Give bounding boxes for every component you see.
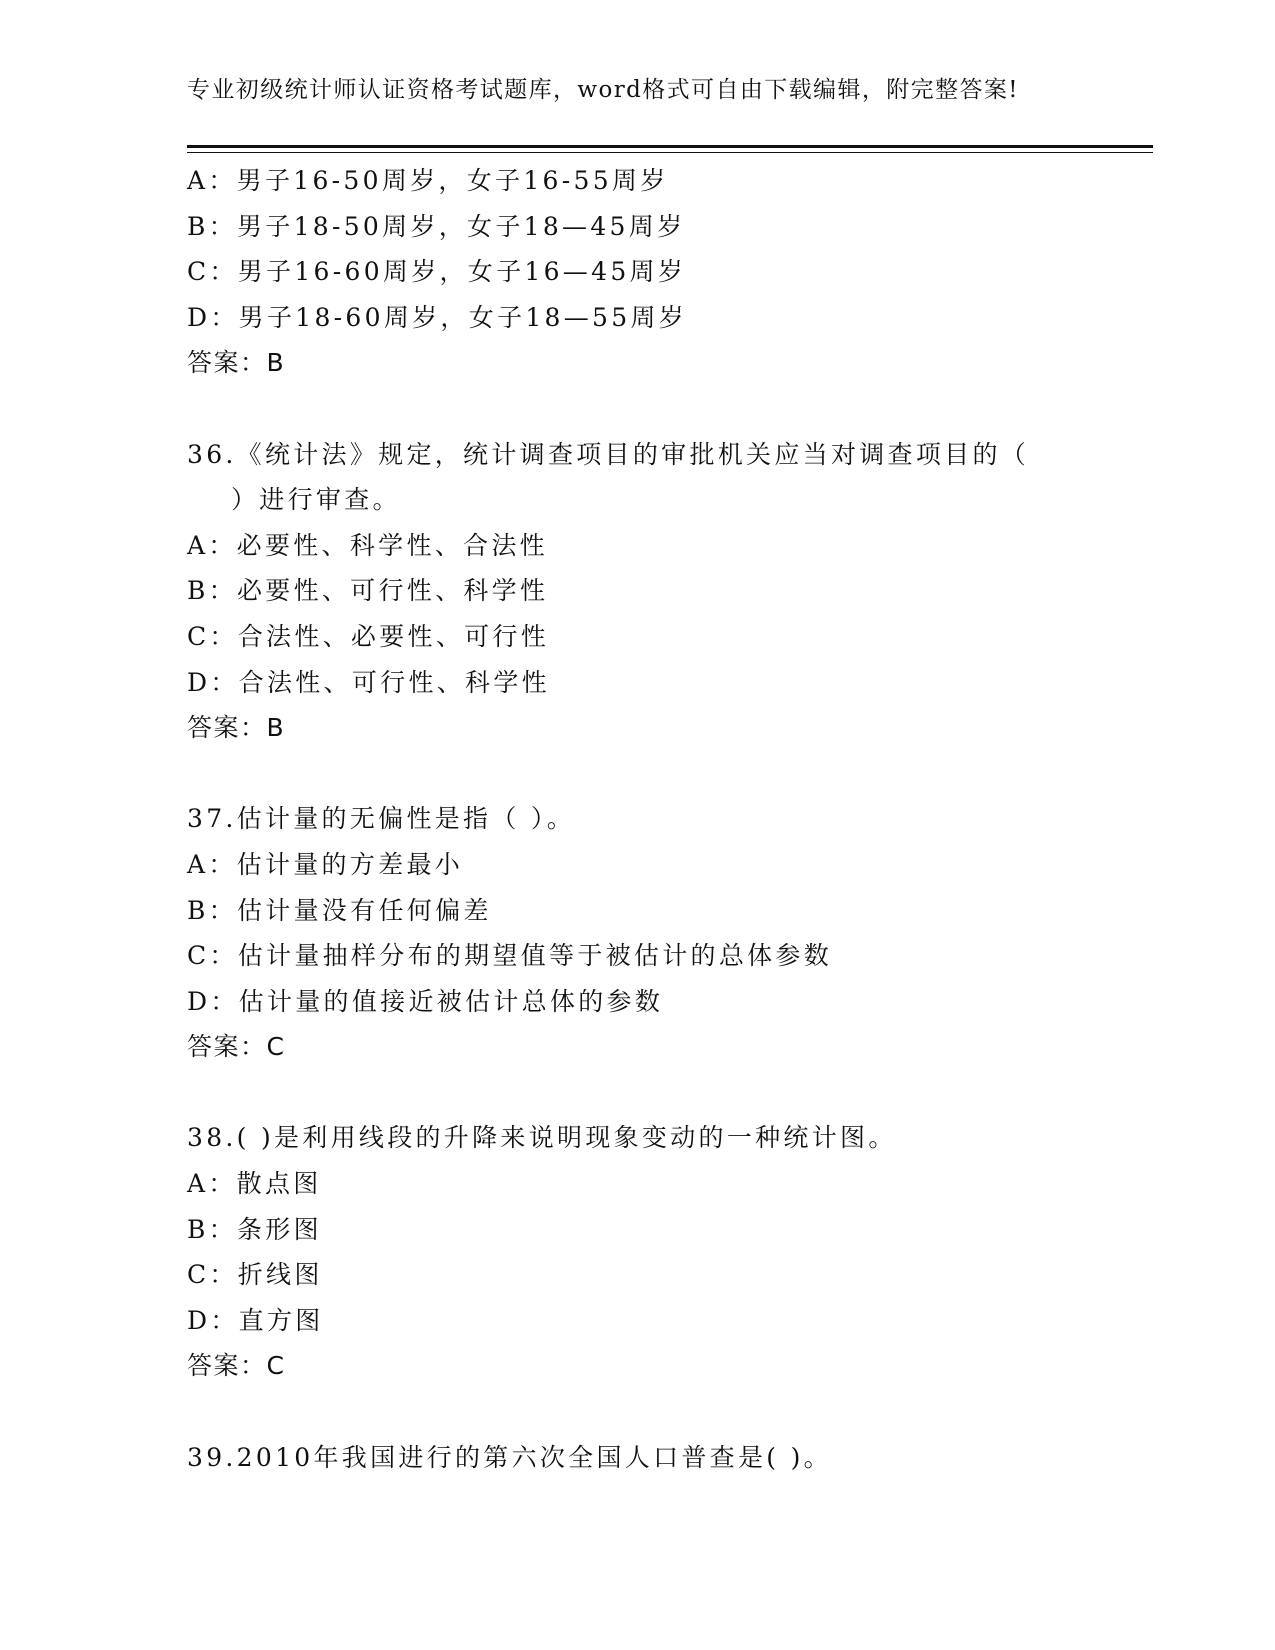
option-c: C：男子16-60周岁，女子16—45周岁 [187,257,687,287]
option-a: A：男子16-50周岁，女子16-55周岁 [187,166,669,195]
answer: 答案：C [187,1351,286,1381]
option-c: C：估计量抽样分布的期望值等于被估计的总体参数 [187,941,833,971]
question-stem: 37.估计量的无偏性是指（ ）。 [187,804,576,834]
spacer [187,751,1117,797]
option-a: A：散点图 [187,1169,322,1199]
question-35 [187,158,1117,386]
option-a: A：估计量的方差最小 [187,849,464,879]
option-b: B：必要性、可行性、科学性 [187,576,549,606]
option-a: A：必要性、科学性、合法性 [187,530,548,560]
question-stem: 36.《统计法》规定，统计调查项目的审批机关应当对调查项目的（ [187,439,1030,469]
option-d: D：合法性、可行性、科学性 [187,667,550,697]
question-37 [187,796,1117,1070]
question-list [187,158,1117,1480]
spacer [187,1070,1117,1116]
answer: 答案：B [187,348,286,378]
header-rule-thin [187,152,1153,153]
header-rule-thick [187,145,1153,148]
option-d: D：男子18-60周岁，女子18—55周岁 [187,302,688,332]
question-39 [187,1435,1117,1481]
answer: 答案：B [187,713,286,743]
question-stem: 38.( )是利用线段的升降来说明现象变动的一种统计图。 [187,1123,897,1153]
option-b: B：估计量没有任何偏差 [187,895,492,925]
question-stem: 39.2010年我国进行的第六次全国人口普查是( )。 [187,1442,832,1472]
spacer [187,386,1117,432]
page-header: 专业初级统计师认证资格考试题库，word格式可自由下载编辑，附完整答案! [187,77,1019,103]
question-stem-continued: ）进行审查。 [231,485,401,515]
answer: 答案：C [187,1032,286,1062]
option-d: D：估计量的值接近被估计总体的参数 [187,986,664,1016]
option-b: B：男子18-50周岁，女子18—45周岁 [187,211,686,241]
option-d: D：直方图 [187,1305,324,1335]
option-b: B：条形图 [187,1214,322,1244]
option-c: C：合法性、必要性、可行性 [187,621,550,651]
option-c: C：折线图 [187,1260,323,1290]
question-36 [187,432,1117,751]
question-38 [187,1115,1117,1389]
spacer [187,1389,1117,1435]
